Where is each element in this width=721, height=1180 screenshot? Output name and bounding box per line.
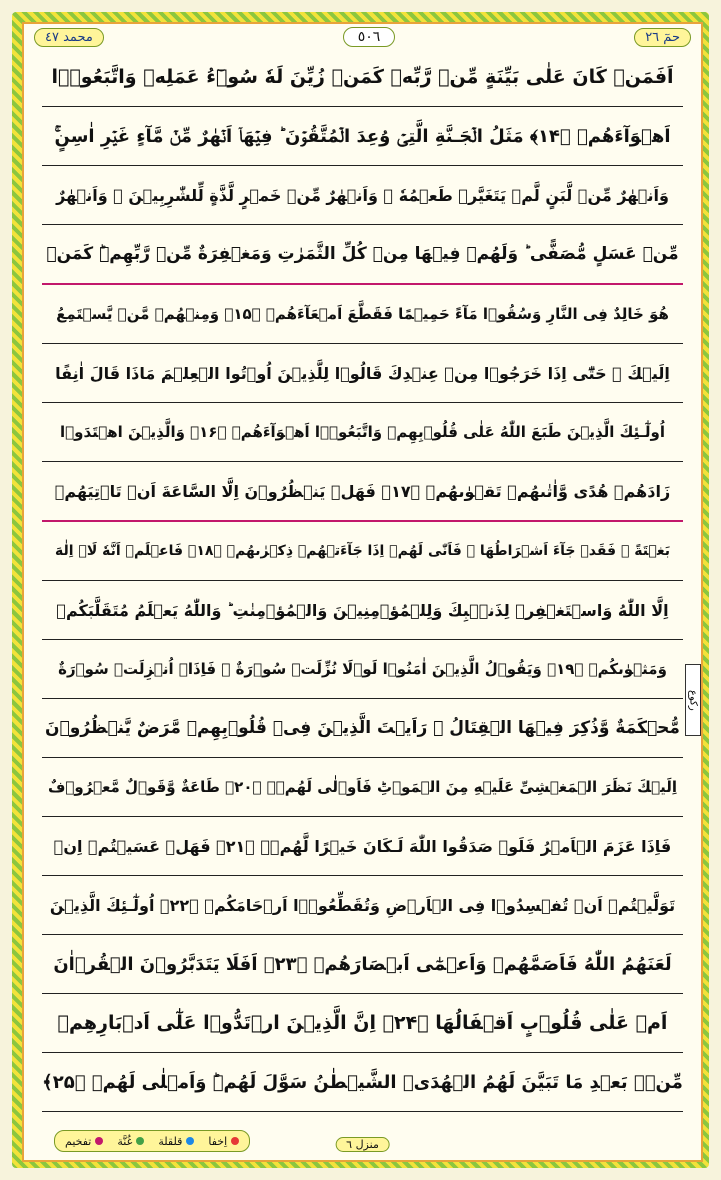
text-line-10: اِلَّا اللّٰهُ وَاسۡتَغۡفِرۡ لِذَنۡۢبِكَ وَلِلۡمُؤۡمِنِيۡنَ وَالۡمُؤۡمِنٰتِ‌ ؕ وَاللّٰهُ يَعۡلَمُ مُتَقَلَّبَكُمۡ <box>42 581 683 640</box>
legend-swatch-icon <box>186 1137 194 1145</box>
text-line-13: اِلَيۡكَ نَظَرَ الۡمَغۡشِىِّ عَلَيۡهِ مِنَ الۡمَوۡتِ‌ؕ فَاَوۡلٰى لَهُمۡ‌ۚ ﴿۲۰﴾ طَاعَةٌ وَّقَوۡلٌ مَّعۡرُوۡفٌ‌ <box>42 758 683 817</box>
legend-swatch-icon <box>95 1137 103 1145</box>
text-line-11: وَمَثۡوٰٮكُمۡ ﴿۱۹﴾ وَيَقُوۡلُ الَّذِيۡنَ اٰمَنُوۡا لَوۡلَا نُزِّلَتۡ سُوۡرَةٌ ۚ فَاِذَاۤ اُنۡزِلَتۡ سُوۡرَةٌ <box>42 640 683 699</box>
legend-label: قلقلة <box>158 1134 183 1148</box>
legend-item <box>158 1135 194 1148</box>
text-line-1: اَفَمَنۡ كَانَ عَلٰى بَيِّنَةٍ مِّنۡ رَّبِّهٖ كَمَنۡ زُيِّنَ لَهٗ سُوۡٓءُ عَمَلِهٖ وَاتَّبَعُوۡۤا <box>42 48 683 107</box>
text-line-3: وَاَنۡهٰرٌ مِّنۡ لَّبَنٍ لَّمۡ يَتَغَيَّرۡ طَعۡمُهٗ ‌ۚ وَاَنۡهٰرٌ مِّنۡ خَمۡرٍ لَّذَّةٍ لِّلشّٰرِبِيۡنَ ۚ وَاَنۡهٰرٌ <box>42 166 683 225</box>
surah-tab: محمد ٤٧ <box>34 28 104 47</box>
text-line-8: زَادَهُمۡ هُدًى وَّاٰتٰٮهُمۡ تَقۡوٰٮهُمۡ ﴿۱۷﴾ فَهَلۡ يَنۡظُرُوۡنَ اِلَّا السَّاعَةَ اَنۡ تَاۡتِيَهُمۡ <box>42 462 683 522</box>
text-line-4: مِّنۡ عَسَلٍ مُّصَفًّى‌ ؕ وَلَهُمۡ فِيۡهَا مِنۡ كُلِّ الثَّمَرٰتِ وَمَغۡفِرَةٌ مِّنۡ رَّبِّهِمۡ‌ؕ كَمَنۡ <box>42 225 683 285</box>
text-line-7: اُولٰٓـئِكَ الَّذِيۡنَ طَبَعَ اللّٰهُ عَلٰى قُلُوۡبِهِمۡ وَاتَّبَعُوۡۤا اَهۡوَآءَهُمۡ ﴿۱۶﴾ وَالَّذِيۡنَ اهۡتَدَوۡا <box>42 403 683 462</box>
legend-label: تفخیم <box>65 1134 92 1148</box>
legend-swatch-icon <box>136 1137 144 1145</box>
text-line-16: لَعَنَهُمُ اللّٰهُ فَاَصَمَّهُمۡ وَاَعۡمٰٓى اَبۡصَارَهُمۡ ﴿۲۳﴾ اَفَلَا يَتَدَبَّرُوۡنَ الۡقُرۡاٰنَ <box>42 935 683 994</box>
legend-item <box>208 1135 239 1148</box>
text-line-2: اَهۡوَآءَهُمۡ ﴿۱۴﴾ مَثَلُ الۡجَـنَّةِ الَّتِىۡ وُعِدَ الۡمُتَّقُوۡنَ ؕ فِيۡهَاۤ اَنۡهٰرٌ مِّنۡ مَّآءٍ غَيۡرِ اٰسِنٍ‌ۚ <box>42 107 683 166</box>
text-line-9: بَغۡتَةً‌ ۚ فَقَدۡ جَآءَ اَشۡرَاطُهَا‌ ۚ فَاَنّٰى لَهُمۡ اِذَا جَآءَتۡهُمۡ ذِكۡرٰٮهُمۡ ﴿۱۸﴾ فَاعۡلَمۡ اَنَّهٗ لَاۤ اِلٰهَ <box>42 522 683 581</box>
page-number: ٥٠٦ <box>343 27 396 47</box>
text-line-6: اِلَيۡكَ‌ ۚ حَتّٰٓى اِذَا خَرَجُوۡا مِنۡ عِنۡدِكَ قَالُوۡا لِلَّذِيۡنَ اُوۡتُوا الۡعِلۡمَ مَاذَا قَالَ اٰنِفًا <box>42 344 683 403</box>
legend-label: اِخفا <box>208 1134 228 1148</box>
legend-item <box>65 1135 103 1148</box>
page-header <box>24 24 701 50</box>
juz-tab: حمٓ ٢٦ <box>634 28 691 47</box>
legend-label: غُنَّة <box>117 1134 133 1148</box>
text-line-15: تَوَلَّيۡتُمۡ اَنۡ تُفۡسِدُوۡا فِى الۡاَرۡضِ وَتُقَطِّعُوۡۤا اَرۡحَامَكُمۡ ﴿۲۲﴾ اُولٰٓـئِكَ الَّذِيۡنَ <box>42 876 683 935</box>
quran-text <box>42 48 683 1112</box>
tajweed-legend <box>54 1130 250 1152</box>
legend-item <box>117 1135 144 1148</box>
page-content <box>22 22 703 1162</box>
legend-swatch-icon <box>231 1137 239 1145</box>
manzil-label: منزل ٦ <box>335 1137 390 1152</box>
text-line-5: هُوَ خَالِدٌ فِى النَّارِ وَسُقُوۡا مَآءً حَمِيۡمًا فَقَطَّعَ اَمۡعَآءَهُمۡ ﴿۱۵﴾ وَمِنۡهُمۡ مَّنۡ يَّسۡتَمِعُ <box>42 285 683 344</box>
ruku-side-tab: رکوع <box>685 664 701 736</box>
text-line-12: مُّحۡكَمَةٌ وَّذُكِرَ فِيۡهَا الۡقِتَالُ‌ ۙ رَاَيۡتَ الَّذِيۡنَ فِىۡ قُلُوۡبِهِمۡ مَّرَضٌ يَّنۡظُرُوۡنَ <box>42 699 683 758</box>
text-line-17: اَمۡ عَلٰى قُلُوۡبٍ اَقۡفَالُهَا ﴿۲۴﴾ اِنَّ الَّذِيۡنَ ارۡتَدُّوۡا عَلٰٓى اَدۡبَارِهِمۡ <box>42 994 683 1053</box>
text-line-18: مِّنۡۢ بَعۡدِ مَا تَبَيَّنَ لَهُمُ الۡهُدَى‌ۙ الشَّيۡطٰنُ سَوَّلَ لَهُمۡؕ وَاَمۡلٰى لَهُمۡ ﴿۲۵﴾ <box>42 1053 683 1112</box>
text-line-14: فَاِذَا عَزَمَ الۡاَمۡرُ فَلَوۡ صَدَقُوا اللّٰهَ لَـكَانَ خَيۡرًا لَّهُمۡ‌ۚ ﴿۲۱﴾ فَهَلۡ عَسَيۡتُمۡ اِنۡ <box>42 817 683 876</box>
